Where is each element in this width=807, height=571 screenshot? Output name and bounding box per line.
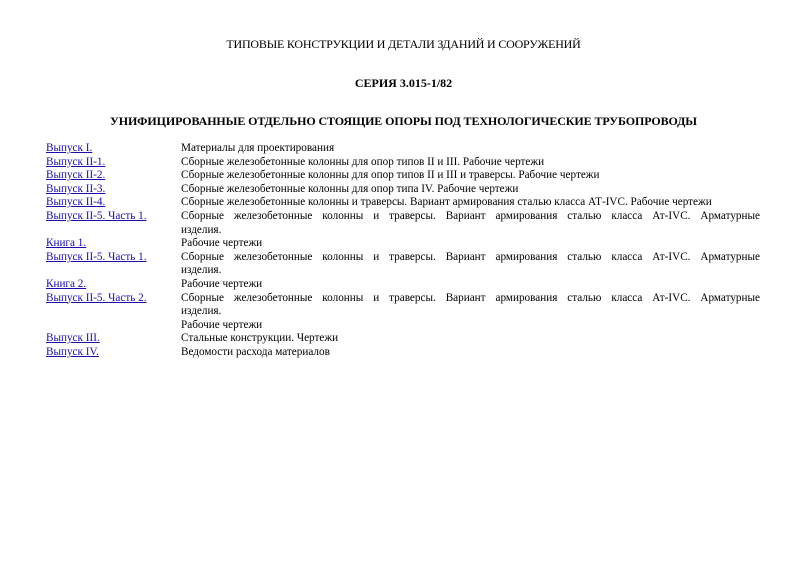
main-title: УНИФИЦИРОВАННЫЕ ОТДЕЛЬНО СТОЯЩИЕ ОПОРЫ ПОД ТЕХНОЛОГИЧЕСКИЕ ТРУБОПРОВОДЫ: [110, 114, 697, 128]
toc-description: Рабочие чертежи: [181, 277, 263, 290]
toc-row: [46, 292, 760, 319]
toc-link-vypusk-2-3[interactable]: Выпуск II-3.: [46, 182, 106, 195]
toc-row: [46, 210, 760, 237]
toc-description: Сборные железобетонные колонны и траверсы. Вариант армирования сталью класса Ат-IVС. Арматурные изделия.: [181, 291, 760, 318]
toc-link-vypusk-2-2[interactable]: Выпуск II-2.: [46, 169, 106, 182]
toc-description: Сборные железобетонные колонны для опор типов II и III. Рабочие чертежи: [181, 155, 545, 168]
toc-row: [46, 156, 760, 170]
toc-description: Материалы для проектирования: [181, 142, 335, 154]
toc-link-vypusk-2-1[interactable]: Выпуск II-1.: [46, 155, 106, 168]
toc-link-vypusk-2-4[interactable]: Выпуск II-4.: [46, 196, 106, 209]
toc-row: [46, 142, 760, 156]
toc-description: Стальные конструкции. Чертежи: [181, 332, 339, 345]
toc-link-vypusk-2-5-part-1-book-2[interactable]: Выпуск II-5. Часть 1.: [46, 250, 147, 263]
toc-link-vypusk-2-5-part-1[interactable]: Выпуск II-5. Часть 1.: [46, 209, 147, 222]
toc-link-kniga-1[interactable]: Книга 1.: [46, 237, 87, 250]
toc-description: Сборные железобетонные колонны и траверсы. Вариант армирования сталью класса Ат-IVС. Арматурные изделия.: [181, 209, 760, 236]
toc-description: Рабочие чертежи: [181, 318, 263, 331]
toc-row: [46, 346, 760, 360]
toc-row: [46, 183, 760, 197]
toc-description: Рабочие чертежи: [181, 237, 263, 250]
toc-row: [46, 251, 760, 278]
document-title: ТИПОВЫЕ КОНСТРУКЦИИ И ДЕТАЛИ ЗДАНИЙ И СООРУЖЕНИЙ: [226, 37, 581, 51]
table-of-contents: [46, 142, 760, 360]
toc-link-vypusk-3[interactable]: Выпуск III.: [46, 332, 100, 345]
toc-row: [46, 169, 760, 183]
toc-link-vypusk-2-5-part-2[interactable]: Выпуск II-5. Часть 2.: [46, 291, 147, 304]
toc-row: [46, 237, 760, 251]
series-title: СЕРИЯ 3.015-1/82: [354, 76, 453, 90]
toc-row: [46, 196, 760, 210]
toc-link-kniga-2[interactable]: Книга 2.: [46, 277, 87, 290]
toc-link-vypusk-4[interactable]: Выпуск IV.: [46, 345, 99, 358]
toc-link-vypusk-1[interactable]: Выпуск I.: [46, 142, 93, 154]
toc-description: Сборные железобетонные колонны для опор типа IV. Рабочие чертежи: [181, 182, 519, 195]
toc-row: [46, 332, 760, 346]
toc-description: Сборные железобетонные колонны и траверсы. Вариант армирования сталью класса Ат-IVС. Арматурные изделия.: [181, 250, 760, 277]
toc-row: [46, 278, 760, 292]
toc-description: Сборные железобетонные колонны для опор типов II и III и траверсы. Рабочие чертежи: [181, 169, 600, 182]
toc-description: Ведомости расхода материалов: [181, 345, 330, 358]
toc-description: Сборные железобетонные колонны и траверсы. Вариант армирования сталью класса АТ-IVС. Рабочие чертежи: [181, 196, 712, 209]
toc-row: [46, 319, 760, 333]
